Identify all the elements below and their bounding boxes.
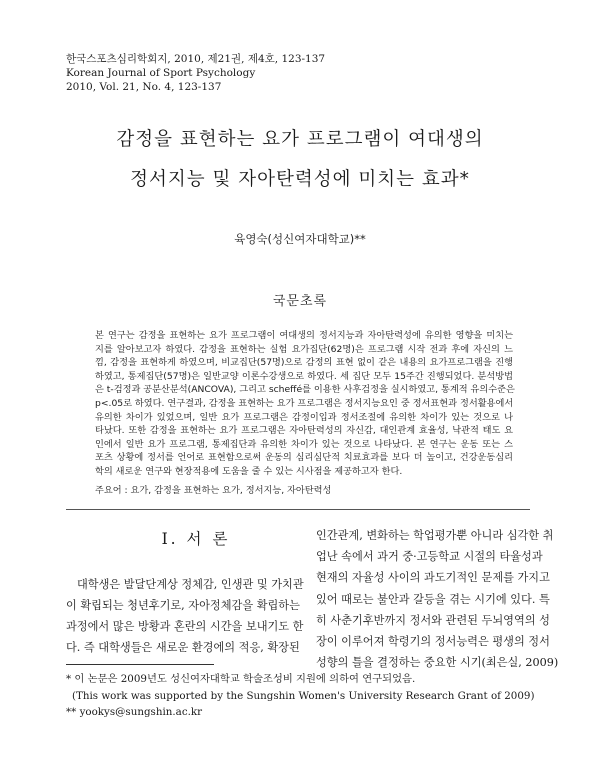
paper-title-line-2: 정서지능 및 자아탄력성에 미치는 효과* xyxy=(130,169,470,190)
body-line: 장이 이루어져 학령기의 정서능력은 평생의 정서 xyxy=(316,635,550,649)
abstract-line: 인에서 일반 요가 프로그램, 통제집단과 유의한 차이가 있는 것으로 나타났다. 본 연구는 운동 또는 스 xyxy=(95,438,513,450)
keywords: 주요어 : 요가, 감정을 표현하는 요가, 정서지능, 자아탄력성 xyxy=(95,485,332,496)
abstract-line: 낌, 감정을 표현하게 하였으며, 비교집단(57명)으로 감정의 표현 없이 같은 내용의 요가프로그램을 진행 xyxy=(95,357,513,369)
abstract-line: 학의 새로운 연구와 현장적용에 도움을 줄 수 있는 시사점을 제공하고자 한다. xyxy=(95,465,403,477)
body-line: 있어 때로는 불안과 갈등을 겪는 시기에 있다. 특 xyxy=(316,592,550,606)
abstract-line: 타났다. 또한 감정을 표현하는 요가 프로그램은 자아탄력성의 자신감, 대인관계 효율성, 낙관적 태도 요 xyxy=(95,425,513,437)
body-line: 현재의 자율성 사이의 과도기적인 문제를 가지고 xyxy=(316,571,550,585)
body-line: 이 확립되는 청년후기로, 자아정체감을 확립하는 xyxy=(66,599,300,612)
abstract-line: 은 t-검정과 공분산분석(ANCOVA), 그리고 scheffé를 이용한 사후검정을 실시하였고, 통계적 유의수준은 xyxy=(95,384,515,396)
footnote-funding-english: (This work was supported by the Sungshin Women's University Research Grant of 2009) xyxy=(72,689,535,702)
footnotes xyxy=(66,671,534,721)
body-line: 다. 즉 대학생들은 새로운 환경에의 적응, 확장된 xyxy=(66,641,300,654)
journal-header xyxy=(66,52,325,94)
body-line: 과정에서 많은 방황과 혼란의 시간을 보내기도 한 xyxy=(66,620,304,633)
abstract-line: 포츠 상황에 정서를 언어로 표현함으로써 운동의 심리심단적 치료효과를 보다 더 높이고, 건강운동심리 xyxy=(95,452,513,464)
footnote-funding: * 이 논문은 2009년도 성신여자대학교 학술조성비 지원에 의하여 연구되었음. xyxy=(66,673,416,685)
abstract-line: 하였고, 통제집단(57명)은 일반교양 이론수강생으로 하였다. 세 집단 모두 15주간 진행되었다. 분석방법 xyxy=(95,370,513,382)
abstract-line: 지를 알아보고자 하였다. 감정을 표현하는 실험 요가집단(62명)은 프로그램 시작 전과 후에 자신의 느 xyxy=(95,343,513,355)
journal-name-english: Korean Journal of Sport Psychology xyxy=(66,67,256,79)
journal-citation-korean: 한국스포츠심리학회지, 2010, 제21권, 제4호, 123-137 xyxy=(66,53,326,65)
body-line: 업난 속에서 과거 중·고등학교 시절의 타율성과 xyxy=(316,550,543,564)
paper-title-line-1: 감정을 표현하는 요가 프로그램이 여대생의 xyxy=(116,129,484,150)
body-line: 인간관계, 변화하는 학업평가뿐 아니라 심각한 취 xyxy=(316,529,554,542)
body-line: 성향의 틀을 결정하는 중요한 시기(최은실, 2009) xyxy=(316,656,559,670)
section-divider xyxy=(66,509,530,510)
abstract-body xyxy=(95,329,513,479)
body-column-right xyxy=(316,525,559,673)
body-line: 대학생은 발달단계상 정체감, 인생관 및 가치관 xyxy=(77,578,304,591)
footnote-divider xyxy=(66,664,214,665)
journal-citation-english: 2010, Vol. 21, No. 4, 123-137 xyxy=(66,81,222,93)
abstract-line: p<.05로 하였다. 연구결과, 감정을 표현하는 요가 프로그램은 정서지능요인 중 정서표현과 정서활용에서 xyxy=(95,397,514,409)
author-affiliation: 육영숙(성신여자대학교)** xyxy=(234,232,366,246)
abstract-line: 유의한 차이가 있었으며, 일반 요가 프로그램은 감정이입과 정서조절에 유의한 차이가 있는 것으로 나 xyxy=(95,411,513,423)
section-heading-introduction: Ⅰ. 서 론 xyxy=(161,530,231,548)
abstract-line: 본 연구는 감정을 표현하는 요가 프로그램이 여대생의 정서지능과 자아탄력성에 유의한 영향을 미치는 xyxy=(95,330,513,341)
footnote-author-email: ** yookys@sungshin.ac.kr xyxy=(66,706,203,718)
abstract-heading: 국문초록 xyxy=(272,294,328,309)
body-line: 히 사춘기후반까지 정서와 관련된 두뇌영역의 성 xyxy=(316,613,550,627)
body-column-left xyxy=(66,574,304,658)
